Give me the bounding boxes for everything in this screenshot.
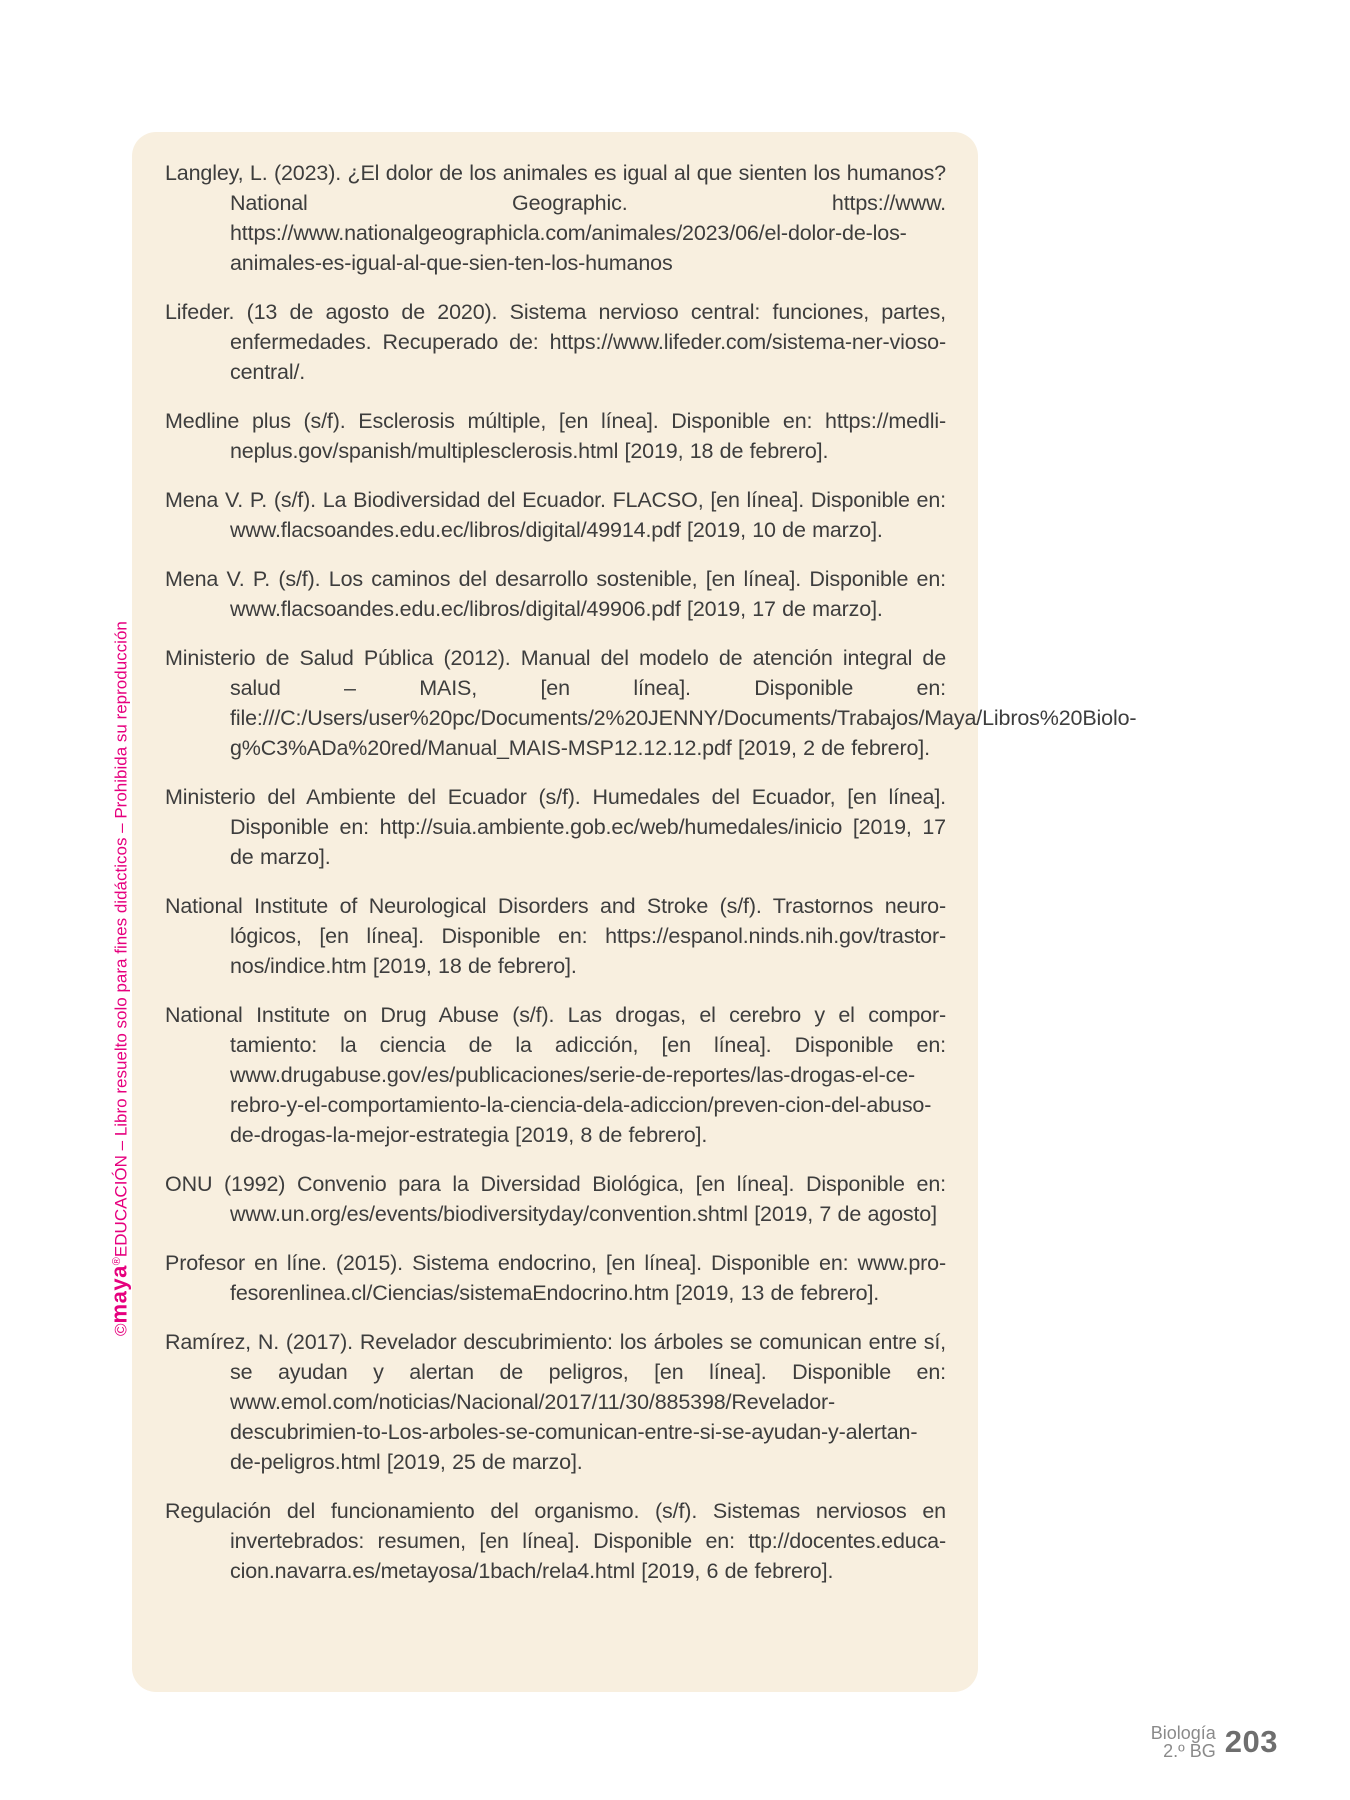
reference-item: Langley, L. (2023). ¿El dolor de los animales es igual al que sienten los humanos? National Geographic. https://www. https://www.nationalgeographicla.com/animales/2023/06/el-dolor-de-los-animales-es-igual-al-que-sien-ten-los-humanos bbox=[165, 161, 946, 275]
reference-item: National Institute on Drug Abuse (s/f). Las drogas, el cerebro y el compor-tamiento: la ciencia de la adicción, [en línea]. Disponible en: www.drugabuse.gov/es/publicaciones/serie-de-reportes/las-drogas-el-ce-rebro-y-el-comportamiento-la-ciencia-dela-adiccion/preven-cion-del-abuso-de-drogas-la-mejor-estrategia [2019, 8 de febrero]. bbox=[165, 1003, 946, 1147]
references-panel bbox=[132, 132, 1137, 1692]
reference-item: Medline plus (s/f). Esclerosis múltiple, [en línea]. Disponible en: https://medli-neplus.gov/spanish/multiplesclerosis.html [2019, 18 de febrero]. bbox=[165, 409, 946, 463]
reference-item: Mena V. P. (s/f). La Biodiversidad del Ecuador. FLACSO, [en línea]. Disponible en: www.flacsoandes.edu.ec/libros/digital/49914.pdf [2019, 10 de marzo]. bbox=[165, 488, 946, 542]
reference-item: Mena V. P. (s/f). Los caminos del desarrollo sostenible, [en línea]. Disponible en: www.flacsoandes.edu.ec/libros/digital/49906.pdf [2019, 17 de marzo]. bbox=[165, 567, 946, 621]
registered-mark: ® bbox=[111, 1257, 123, 1266]
reference-item: National Institute of Neurological Disorders and Stroke (s/f). Trastornos neuro-lógicos, [en línea]. Disponible en: https://espanol.ninds.nih.gov/trastor-nos/indice.htm [2019, 18 de febrero]. bbox=[165, 894, 946, 978]
reference-item: Lifeder. (13 de agosto de 2020). Sistema nervioso central: funciones, partes, enfermedades. Recuperado de: https://www.lifeder.com/sistema-ner-vioso-central/. bbox=[165, 300, 946, 384]
reference-item: Regulación del funcionamiento del organismo. (s/f). Sistemas nerviosos en invertebrados: resumen, [en línea]. Disponible en: ttp://docentes.educa-cion.navarra.es/metayosa/1bach/rela4.html [2019, 6 de febrero]. bbox=[165, 1499, 946, 1583]
grade-label: 2.º BG bbox=[1163, 1741, 1216, 1761]
reference-item: Ministerio del Ambiente del Ecuador (s/f). Humedales del Ecuador, [en línea]. Disponible en: http://suia.ambiente.gob.ec/web/humedales/inicio [2019, 17 de marzo]. bbox=[165, 785, 946, 869]
reference-item: Profesor en líne. (2015). Sistema endocrino, [en línea]. Disponible en: www.pro-fesorenlinea.cl/Ciencias/sistemaEndocrino.htm [2019, 13 de febrero]. bbox=[165, 1251, 946, 1305]
reference-item: Ramírez, N. (2017). Revelador descubrimiento: los árboles se comunican entre sí, se ayudan y alertan de peligros, [en línea]. Disponible en: www.emol.com/noticias/Nacional/2017/11/30/885398/Revelador-descubrimien-to-Los-arboles-se-comunican-entre-si-se-ayudan-y-alertan-de-peligros.html [2019, 25 de marzo]. bbox=[165, 1330, 946, 1474]
copyright-notice bbox=[106, 621, 133, 1336]
subject-name: Biología bbox=[1150, 1723, 1216, 1743]
publisher-logo: maya bbox=[106, 1265, 132, 1324]
reference-list bbox=[165, 158, 1137, 1586]
footer-subject-block bbox=[1151, 1724, 1216, 1760]
copyright-symbol: © bbox=[111, 1323, 131, 1336]
copyright-text: EDUCACIÓN – Libro resuelto solo para fines didácticos – Prohibida su reproducción bbox=[111, 621, 131, 1258]
reference-item: ONU (1992) Convenio para la Diversidad Biológica, [en línea]. Disponible en: www.un.org/es/events/biodiversityday/convention.shtml [2019, 7 de agosto] bbox=[165, 1172, 946, 1226]
reference-item: Ministerio de Salud Pública (2012). Manual del modelo de atención integral de salud – MAIS, [en línea]. Disponible en: file:///C:/Users/user%20pc/Documents/2%20JENNY/Documents/Trabajos/Maya/Libros%20Biolo-g%C3%ADa%20red/Manual_MAIS-MSP12.12.12.pdf [2019, 2 de febrero]. bbox=[165, 646, 1137, 760]
page-footer bbox=[1151, 1724, 1278, 1760]
page-number: 203 bbox=[1224, 1724, 1278, 1759]
